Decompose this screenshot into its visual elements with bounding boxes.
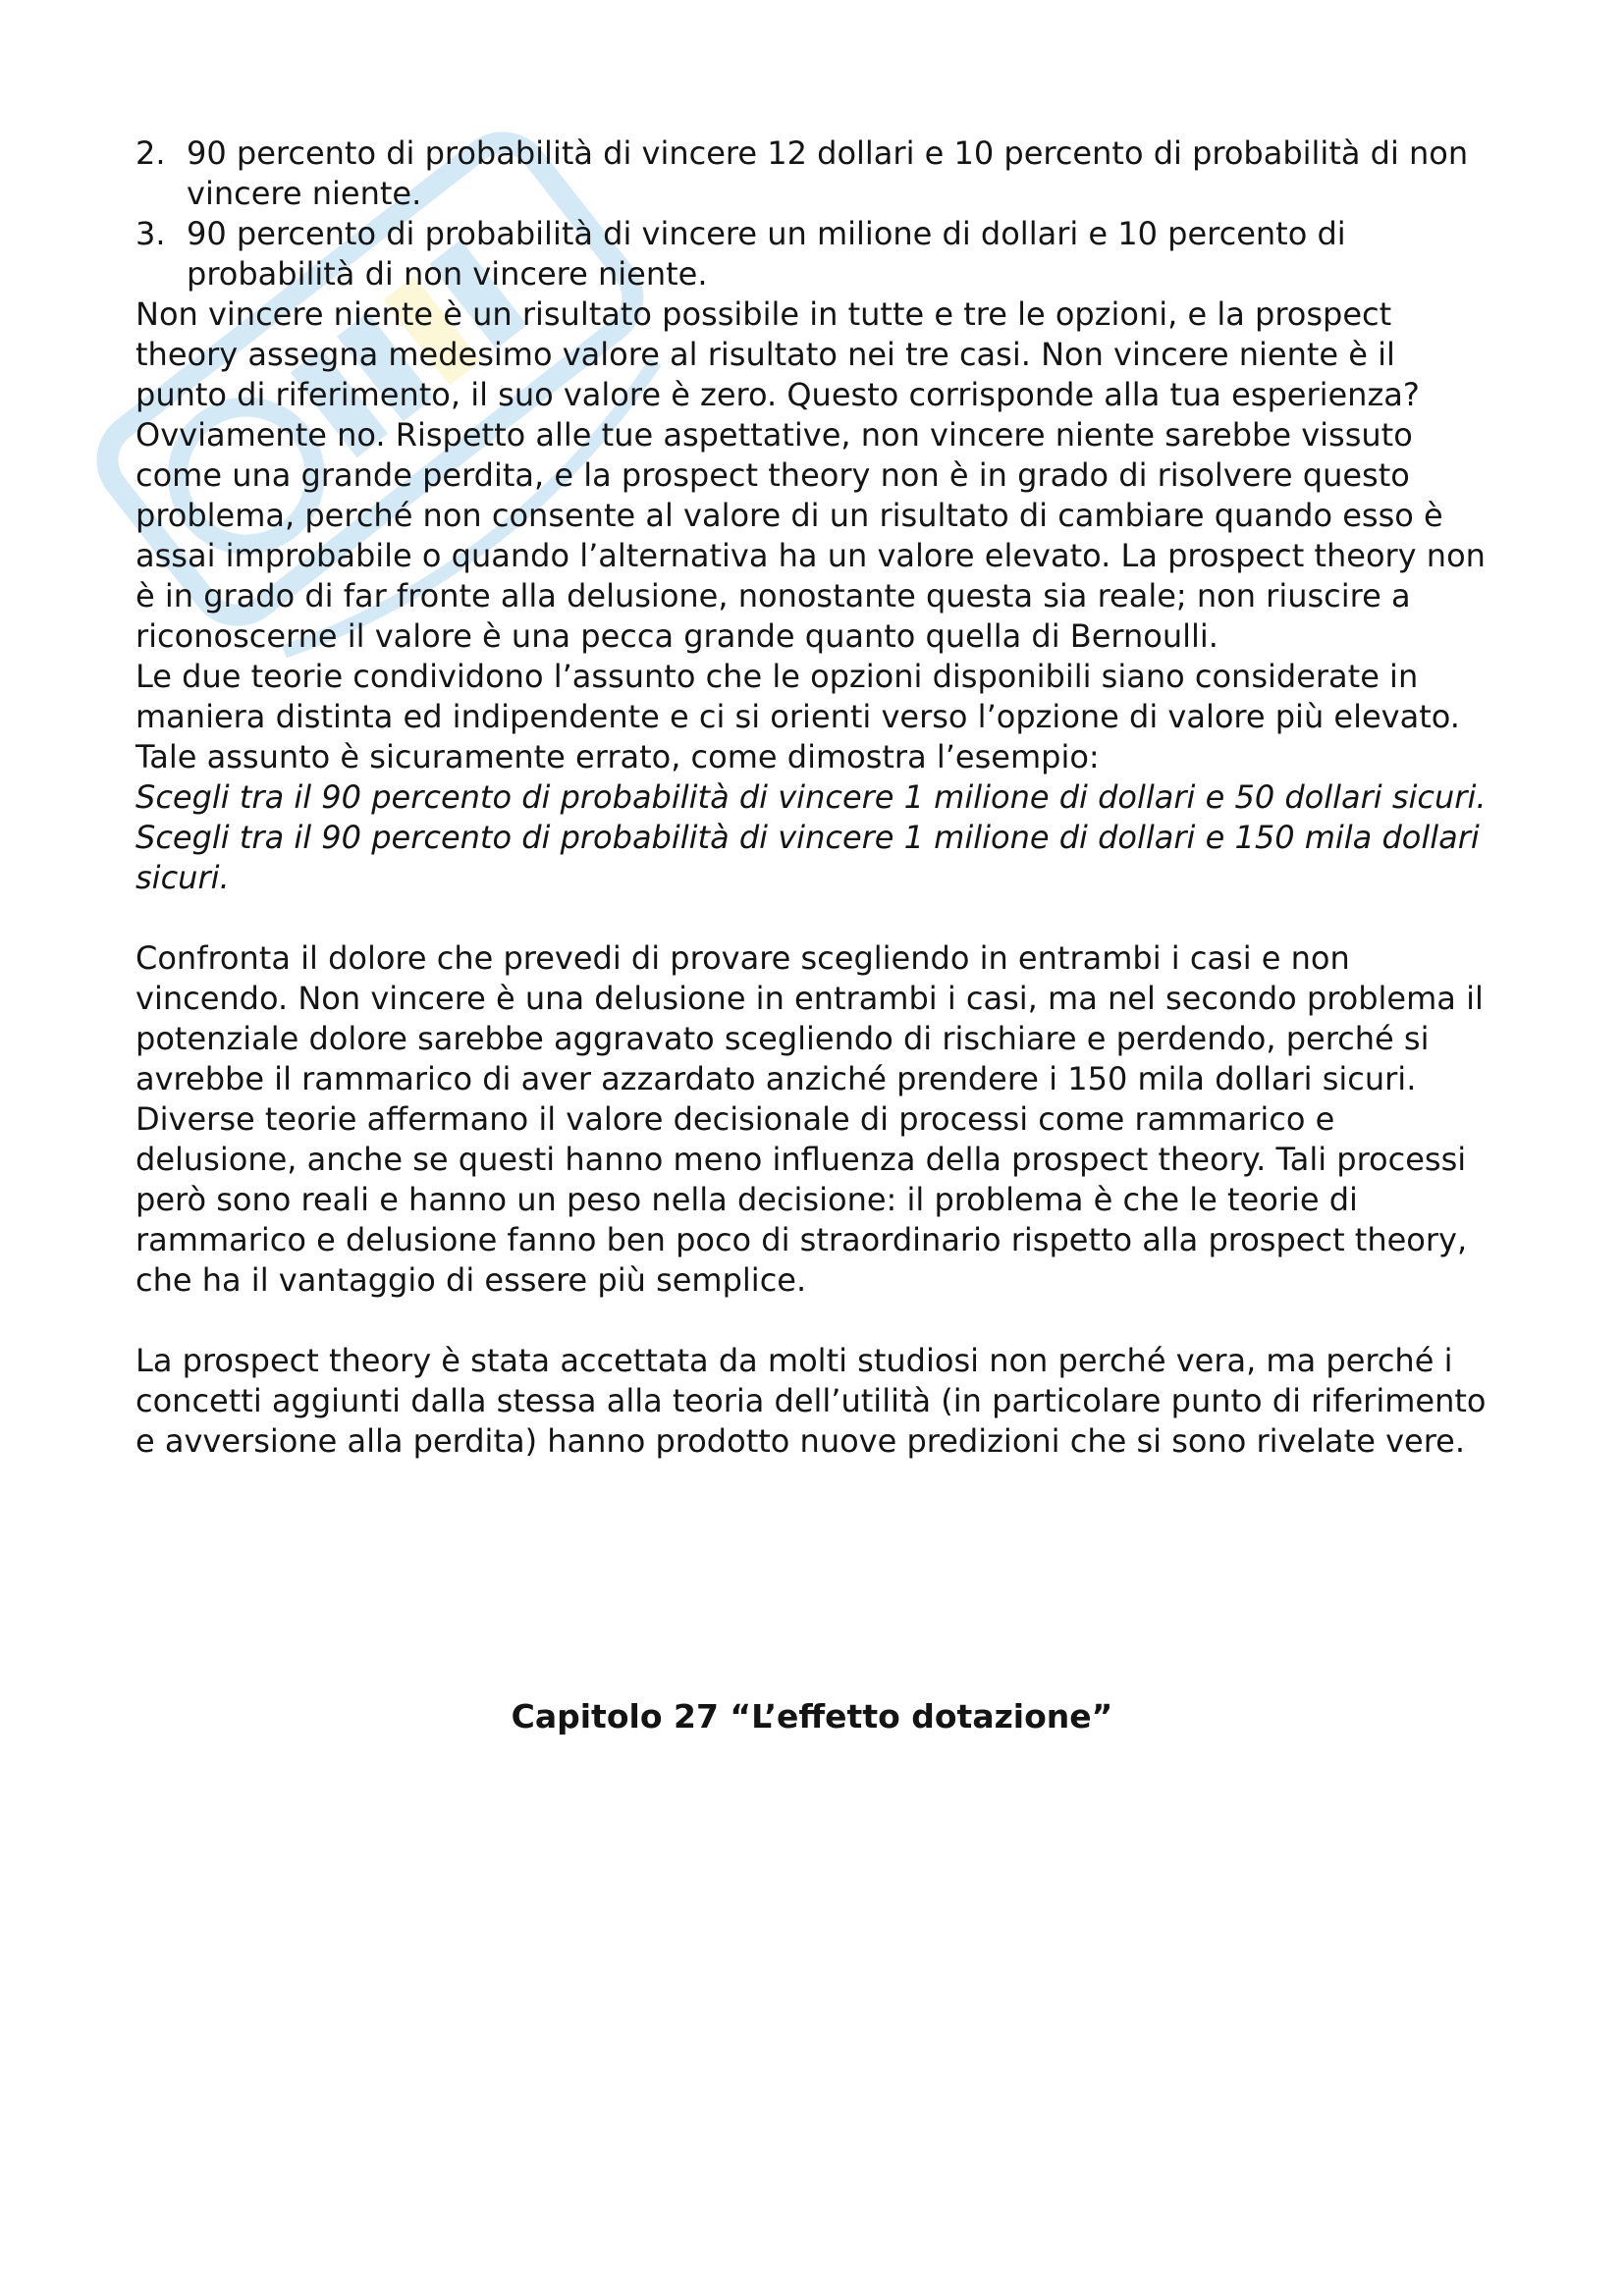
paragraph-spacer [135,898,1490,938]
paragraph-compare-pain: Confronta il dolore che prevedi di provare scegliendo in entrambi i casi e non vincendo. Non vincere è una delusione in entrambi i casi, ma nel secondo problema il potenziale dolore sarebbe aggravato scegliendo di rischiare e perdendo, perché si avrebbe il rammarico di aver azzardato anziché prendere i 150 mila dollari sicuri. [135,939,1484,1097]
document-body [135,133,1490,1462]
list-item [135,214,1490,294]
list-item-number: 2. [135,134,166,172]
paragraph-acceptance: La prospect theory è stata accettata da molti studiosi non perché vera, ma perché i concetti aggiunti dalla stessa alla teoria dell’utilità (in particolare punto di riferimento e avversione alla perdita) hanno prodotto nuove predizioni che si sono rivelate vere. [135,1342,1487,1460]
list-item-text: 90 percento di probabilità di vincere un milione di dollari e 10 percento di probabilità di non vincere niente. [187,215,1346,293]
list-item-text: 90 percento di probabilità di vincere 12 dollari e 10 percento di probabilità di non vincere niente. [187,134,1469,212]
paragraph-prospect-theory-reference: Non vincere niente è un risultato possibile in tutte e tre le opzioni, e la prospect theory assegna medesimo valore al risultato nei tre casi. Non vincere niente è il punto di riferimento, il suo valore è zero. Questo corrisponde alla tua esperienza? Ovviamente no. Rispetto alle tue aspettative, non vincere niente sarebbe vissuto come una grande perdita, e la prospect theory non è in grado di risolvere questo problema, perché non consente al valore di un risultato di cambiare quando esso è assai improbabile o quando l’alternativa ha un valore elevato. La prospect theory non è in grado di far fronte alla delusione, nonostante questa sia reale; non riuscire a riconoscerne il valore è una pecca grande quanto quella di Bernoulli. [135,295,1486,655]
paragraph-spacer [135,1301,1490,1341]
list-item-number: 3. [135,215,166,252]
options-list [135,133,1490,294]
chapter-heading: Capitolo 27 “L’effetto dotazione” [511,1697,1113,1735]
paragraph-regret-theories: Diverse teorie affermano il valore decisionale di processi come rammarico e delusione, anche se questi hanno meno influenza della prospect theory. Tali processi però sono reali e hanno un peso nella decisione: il problema è che le teorie di rammarico e delusione fanno ben poco di straordinario rispetto alla prospect theory, che ha il vantaggio di essere più semplice. [135,1100,1468,1299]
list-item [135,133,1490,214]
example-choice-1: Scegli tra il 90 percento di probabilità di vincere 1 milione di dollari e 50 dollari sicuri. [135,778,1487,816]
paragraph-shared-assumption: Le due teorie condividono l’assunto che le opzioni disponibili siano considerate in maniera distinta ed indipendente e ci si orienti verso l’opzione di valore più elevato. Tale assunto è sicuramente errato, come dimostra l’esempio: [135,658,1460,775]
example-choice-2: Scegli tra il 90 percento di probabilità di vincere 1 milione di dollari e 150 mila dollari sicuri. [135,819,1480,896]
